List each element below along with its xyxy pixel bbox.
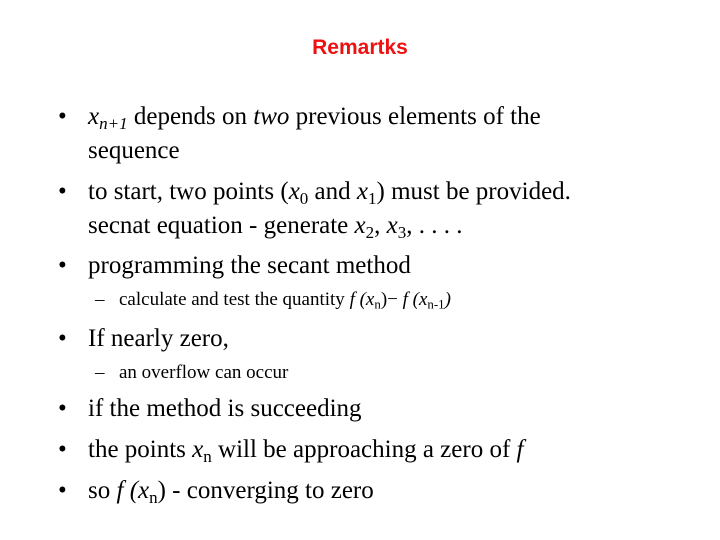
subscript-n: n xyxy=(374,296,381,312)
text-to-start: to start, two points ( xyxy=(88,178,289,205)
text-open-x: (x xyxy=(354,289,375,310)
var-x: x xyxy=(192,436,204,463)
subscript-n: n xyxy=(203,446,212,466)
text-close: ) xyxy=(444,289,451,310)
var-f: f xyxy=(516,436,524,463)
sub-bullet-text xyxy=(119,287,451,313)
bullet-text: programming the secant method xyxy=(88,252,411,279)
bullet-marker: • xyxy=(58,395,67,422)
text-secnat-equation: secnat equation - generate xyxy=(88,212,355,239)
bullet-text xyxy=(88,474,374,508)
slide-title: Remartks xyxy=(312,36,408,59)
var-x: x xyxy=(356,178,369,205)
sub-bullet-text: an overflow can occur xyxy=(119,362,289,383)
bullet-marker: • xyxy=(58,436,67,463)
bullet-text xyxy=(88,209,463,243)
var-x: x xyxy=(288,178,300,205)
text-so: so xyxy=(88,477,117,504)
text-the-points: the points xyxy=(88,436,193,463)
text-comma: , xyxy=(374,212,387,239)
subscript-n-minus-1: n-1 xyxy=(427,296,445,312)
var-f: f xyxy=(402,289,408,310)
text-open-x: (x xyxy=(123,477,150,504)
bullet-marker: • xyxy=(58,103,67,130)
var-x: x xyxy=(354,212,366,239)
text-and: and xyxy=(308,178,357,205)
sub-bullet-marker: – xyxy=(95,289,105,310)
subscript-n-plus-1: n+1 xyxy=(99,113,128,133)
emphasis-two: two xyxy=(253,103,290,130)
subscript-0: 0 xyxy=(299,188,309,208)
var-x: x xyxy=(386,212,398,239)
var-f: f xyxy=(116,477,124,504)
var-f: f xyxy=(349,289,355,310)
text-depends-on: depends on xyxy=(127,103,254,130)
subscript-1: 1 xyxy=(368,188,377,208)
bullet-text xyxy=(88,100,541,134)
text-must-be-provided: ) must be provided. xyxy=(376,178,571,205)
bullet-text xyxy=(88,433,523,467)
text-converging: ) - converging to zero xyxy=(157,477,374,504)
bullet-marker: • xyxy=(58,477,67,504)
bullet-text: if the method is succeeding xyxy=(88,395,362,422)
text-previous: previous elements of the xyxy=(289,103,541,130)
bullet-marker: • xyxy=(58,325,67,352)
bullet-marker: • xyxy=(58,252,67,279)
bullet-marker: • xyxy=(58,178,67,205)
subscript-3: 3 xyxy=(397,222,407,242)
var-x: x xyxy=(88,103,100,130)
subscript-2: 2 xyxy=(365,222,375,242)
text-open-x: (x xyxy=(407,289,428,310)
bullet-text xyxy=(88,175,571,209)
subscript-n: n xyxy=(149,487,158,507)
bullet-text: If nearly zero, xyxy=(88,325,229,352)
text-calculate: calculate and test the quantity xyxy=(119,289,350,310)
text-minus: )− xyxy=(380,289,403,310)
text-sequence: sequence xyxy=(88,137,180,164)
text-ellipsis: , . . . . xyxy=(406,212,463,239)
text-approaching: will be approaching a zero of xyxy=(211,436,517,463)
sub-bullet-marker: – xyxy=(95,362,105,383)
